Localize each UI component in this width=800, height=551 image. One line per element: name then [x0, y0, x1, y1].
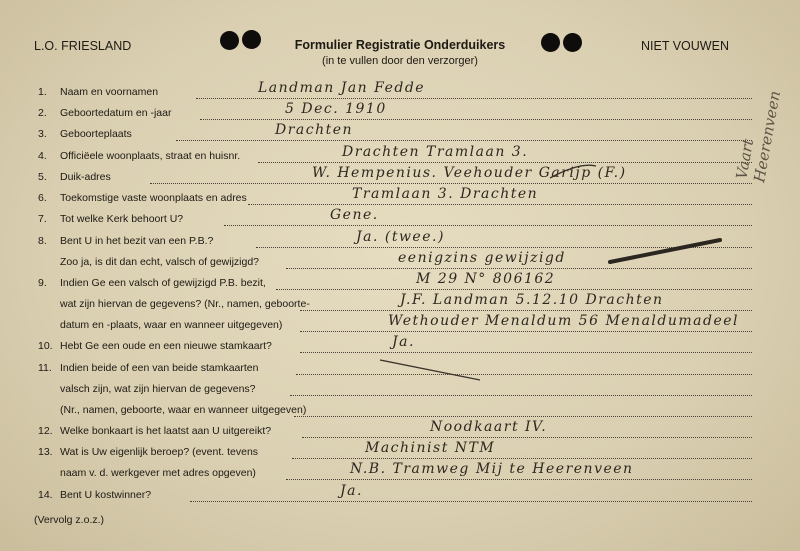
- handwritten-answer: Wethouder Menaldum 56 Menaldumadeel: [388, 313, 740, 329]
- question-number: 11.: [38, 362, 52, 374]
- handwritten-answer: Landman Jan Fedde: [258, 80, 426, 96]
- question-label: Geboorteplaats: [60, 128, 132, 140]
- handwritten-answer: Gene.: [330, 207, 379, 223]
- question-label: (Nr., namen, geboorte, waar en wanneer uitgegeven): [60, 404, 307, 416]
- continued-overleaf-note: (Vervolg z.o.z.): [34, 514, 105, 526]
- question-number: 5.: [38, 171, 47, 183]
- handwritten-answer: Drachten: [275, 122, 354, 138]
- handwritten-answer: N.B. Tramweg Mij te Heerenveen: [350, 461, 634, 477]
- region-label: L.O. FRIESLAND: [34, 39, 132, 53]
- question-label: wat zijn hiervan de gegevens? (Nr., namen, geboorte-: [60, 298, 310, 310]
- form-subtitle: (in te vullen door den verzorger): [322, 55, 478, 67]
- question-number: 2.: [38, 107, 47, 119]
- question-number: 4.: [38, 150, 47, 162]
- handwritten-answer: Machinist NTM: [365, 440, 496, 456]
- question-label: naam v. d. werkgever met adres opgeven): [60, 467, 256, 479]
- form-title: Formulier Registratie Onderduikers: [294, 38, 506, 52]
- question-label: Hebt Ge een oude en een nieuwe stamkaart?: [60, 340, 272, 352]
- question-label: Bent U in het bezit van een P.B.?: [60, 235, 214, 247]
- question-number: 14.: [38, 489, 53, 501]
- question-number: 1.: [38, 86, 47, 98]
- question-number: 6.: [38, 192, 47, 204]
- question-label: Bent U kostwinner?: [60, 489, 152, 501]
- question-number: 8.: [38, 235, 47, 247]
- margin-note: Vaart Heerenveen: [732, 89, 784, 184]
- question-number: 7.: [38, 213, 47, 225]
- question-number: 9.: [38, 277, 47, 289]
- question-label: Tot welke Kerk behoort U?: [60, 213, 184, 225]
- question-label: Indien Ge een valsch of gewijzigd P.B. bezit,: [60, 277, 266, 289]
- question-label: Duik-adres: [60, 171, 111, 183]
- question-label: Zoo ja, is dit dan echt, valsch of gewijzigd?: [60, 256, 260, 268]
- handwritten-answer: eenigzins gewijzigd: [398, 250, 566, 266]
- question-number: 12.: [38, 425, 53, 437]
- question-number: 10.: [38, 340, 53, 352]
- question-number: 3.: [38, 128, 47, 140]
- question-label: datum en -plaats, waar en wanneer uitgegeven): [60, 319, 283, 331]
- question-number: 13.: [38, 446, 53, 458]
- handwritten-answer: Noodkaart IV.: [430, 419, 548, 435]
- question-label: Welke bonkaart is het laatst aan U uitgereikt?: [60, 425, 272, 437]
- handwritten-answer: Tramlaan 3. Drachten: [352, 186, 539, 202]
- handwritten-answer: Ja.: [340, 483, 363, 499]
- question-label: Naam en voornamen: [60, 86, 159, 98]
- handwritten-answer: W. Hempenius. Veehouder Garijp (F.): [312, 165, 627, 181]
- question-label: Officiëele woonplaats, straat en huisnr.: [60, 150, 241, 162]
- handwritten-answer: J.F. Landman 5.12.10 Drachten: [400, 292, 664, 308]
- question-label: Indien beide of een van beide stamkaarten: [60, 362, 259, 374]
- handwritten-answer: 5 Dec. 1910: [285, 101, 387, 117]
- handwritten-answer: Drachten Tramlaan 3.: [342, 144, 529, 160]
- handwritten-answer: Ja. (twee.): [356, 229, 445, 245]
- handwritten-answer: Ja.: [392, 334, 415, 350]
- question-label: Geboortedatum en -jaar: [60, 107, 172, 119]
- question-label: Toekomstige vaste woonplaats en adres: [60, 192, 247, 204]
- question-label: Wat is Uw eigenlijk beroep? (event. tevens: [60, 446, 259, 458]
- handwritten-answer: M 29 N° 806162: [416, 271, 556, 287]
- question-label: valsch zijn, wat zijn hiervan de gegevens?: [60, 383, 256, 395]
- do-not-fold-label: NIET VOUWEN: [641, 39, 729, 53]
